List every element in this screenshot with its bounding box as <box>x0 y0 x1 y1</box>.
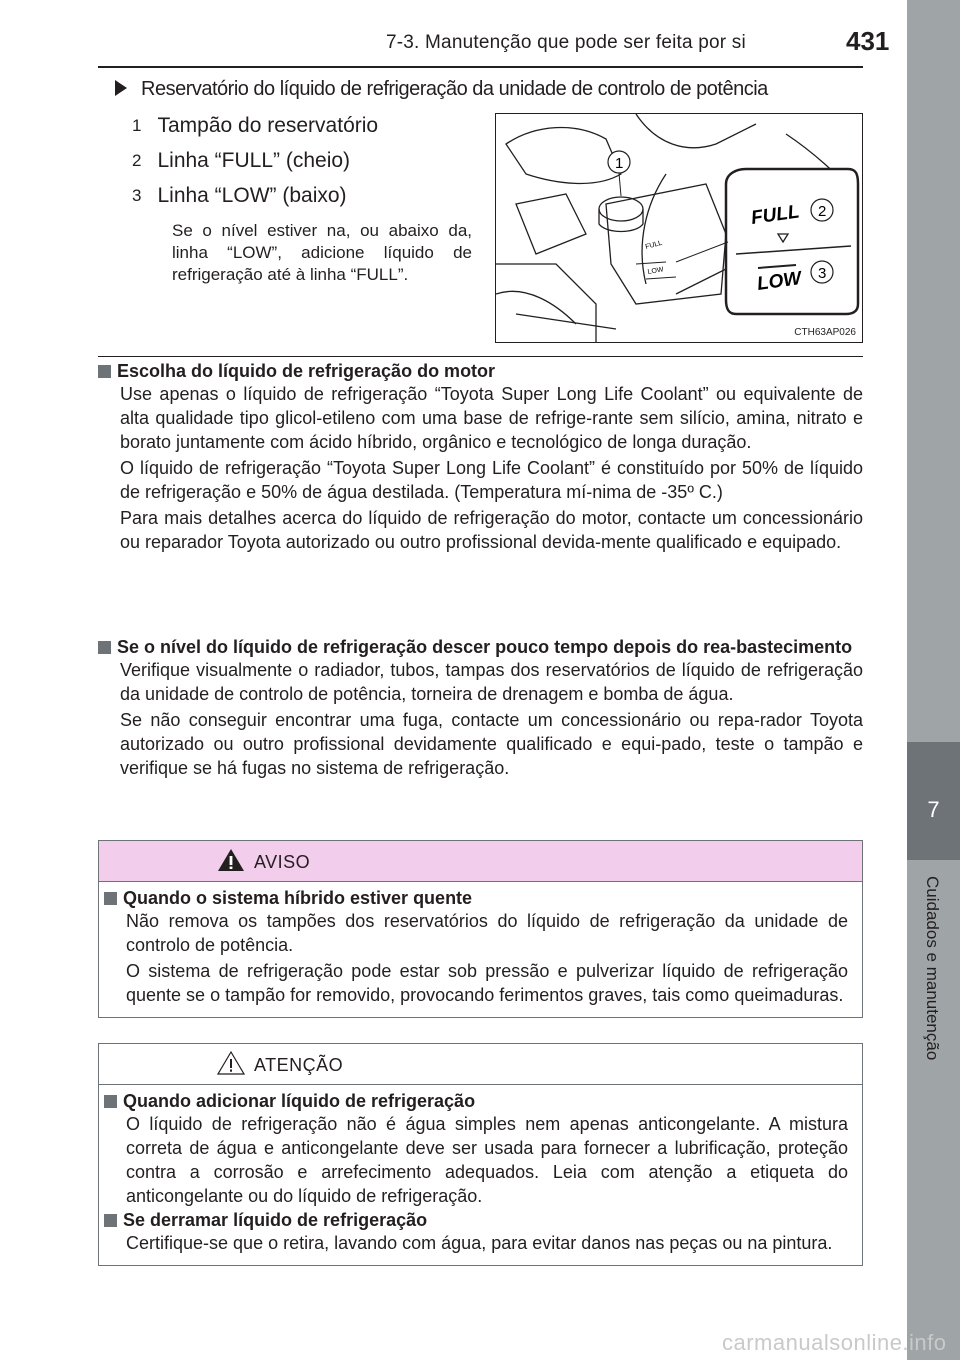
legend-label: Linha “LOW” (baixo) <box>157 184 347 207</box>
low-line-text: LOW <box>755 267 803 295</box>
callout-1-text: 1 <box>615 155 624 172</box>
square-bullet-icon <box>104 1095 117 1108</box>
legend-item-1 <box>132 114 378 138</box>
engine-bay-drawing <box>496 114 862 342</box>
square-bullet-icon <box>104 1214 117 1227</box>
small-full-text: FULL <box>644 239 664 251</box>
full-line-text: FULL <box>749 201 801 229</box>
header-rule <box>98 66 863 68</box>
section-title <box>98 637 863 658</box>
paragraph: O líquido de refrigeração “Toyota Super Long Life Coolant” é constituído por 50% de líquido de refrigeração e 50% de água destilada. (Temperatura mí-nima de -35º C.) <box>120 458 863 502</box>
watermark: carmanualsonline.info <box>722 1330 947 1355</box>
notice-item-title <box>104 1091 848 1112</box>
warning-item-title <box>104 888 848 909</box>
paragraph: Se não conseguir encontrar uma fuga, contacte um concessionário ou repa-rador Toyota autorizado ou outro profissional devidamente qualificado e equi-pado, teste o tampão e verifique se há fugas no sistema de refrigeração. <box>120 710 863 778</box>
section-coolant-choice <box>98 361 863 556</box>
square-bullet-icon <box>98 365 111 378</box>
section-rule <box>98 356 863 357</box>
notice-box <box>98 1043 863 1266</box>
section-title-text: Escolha do líquido de refrigeração do motor <box>117 361 496 381</box>
section-title <box>98 361 863 382</box>
chapter-tab[interactable] <box>907 0 960 1360</box>
callout-number-3: 3 <box>132 186 142 205</box>
paragraph: Verifique visualmente o radiador, tubos, tampas dos reservatórios de líquido de refrigeração da unidade de controlo de potência, torneira de drenagem e bomba de água. <box>120 660 863 704</box>
chapter-title: Cuidados e manutenção <box>923 876 942 1061</box>
warning-header <box>99 841 862 882</box>
legend-label: Linha “FULL” (cheio) <box>157 149 351 172</box>
section-level-drop <box>98 637 863 782</box>
subheading <box>115 78 768 101</box>
legend-item-2 <box>132 149 350 173</box>
notice-body <box>99 1085 862 1265</box>
legend-label: Tampão do reservatório <box>157 114 379 137</box>
paragraph: Não remova os tampões dos reservatórios do líquido de refrigeração da unidade de controlo de potência. <box>126 911 848 955</box>
caution-triangle-icon <box>217 1050 245 1076</box>
page-number: 431 <box>846 26 890 56</box>
legend-item-3 <box>132 184 347 208</box>
callout-number-2: 2 <box>132 151 142 170</box>
chapter-number: 7 <box>927 797 940 822</box>
notice-item-title-text: Se derramar líquido de refrigeração <box>123 1210 428 1230</box>
paragraph: Use apenas o líquido de refrigeração “Toyota Super Long Life Coolant” ou equivalente de alta qualidade tipo glicol-etileno com uma base de refrige-rante sem silício, amina, nitrato e borato juntamente com ácido híbrido, orgânico e tecnológico de longa duração. <box>120 384 863 452</box>
tab-upper <box>907 0 960 742</box>
section-title: 7-3. Manutenção que pode ser feita por si <box>386 32 746 53</box>
subheading-text: Reservatório do líquido de refrigeração da unidade de controlo de potência <box>141 78 768 100</box>
warning-triangle-icon <box>217 847 245 873</box>
notice-label: ATENÇÃO <box>254 1055 344 1075</box>
warning-body <box>99 882 862 1017</box>
warning-label: AVISO <box>254 852 311 872</box>
square-bullet-icon <box>104 892 117 905</box>
warning-item-title-text: Quando o sistema híbrido estiver quente <box>123 888 473 908</box>
notice-item-title <box>104 1210 848 1231</box>
callout-3-text: 3 <box>818 265 827 282</box>
notice-header <box>99 1044 862 1085</box>
callout-number-1: 1 <box>132 116 142 135</box>
paragraph: Para mais detalhes acerca do líquido de refrigeração do motor, contacte um concessionário ou reparador Toyota autorizado ou outro profissional devida-mente qualificado e equipado. <box>120 508 863 552</box>
paragraph: Certifique-se que o retira, lavando com água, para evitar danos nas peças ou na pintura. <box>126 1233 833 1253</box>
notice-item-title-text: Quando adicionar líquido de refrigeração <box>123 1091 476 1111</box>
warning-box <box>98 840 863 1018</box>
legend-note: Se o nível estiver na, ou abaixo da, linha “LOW”, adicione líquido de refrigeração até à linha “FULL”. <box>172 221 472 284</box>
paragraph: O líquido de refrigeração não é água simples nem apenas anticongelante. A mistura correta de água e anticongelante deve ser usada para fornecer a lubrificação, proteção contra a corrosão e arrefecimento adequados. Leia com atenção a etiqueta do anticongelante ou do líquido de refrigeração. <box>126 1114 848 1206</box>
figure-code: CTH63AP026 <box>794 327 856 338</box>
square-bullet-icon <box>98 641 111 654</box>
callout-2-text: 2 <box>818 203 827 220</box>
triangle-bullet-icon <box>115 80 127 96</box>
reservoir-illustration <box>495 113 863 343</box>
paragraph: O sistema de refrigeração pode estar sob pressão e pulverizar líquido de refrigeração quente se o tampão for removido, provocando ferimentos graves, tais como queimaduras. <box>126 961 848 1005</box>
section-title-text: Se o nível do líquido de refrigeração descer pouco tempo depois do rea-bastecimento <box>117 637 853 657</box>
small-low-text: LOW <box>647 266 665 276</box>
